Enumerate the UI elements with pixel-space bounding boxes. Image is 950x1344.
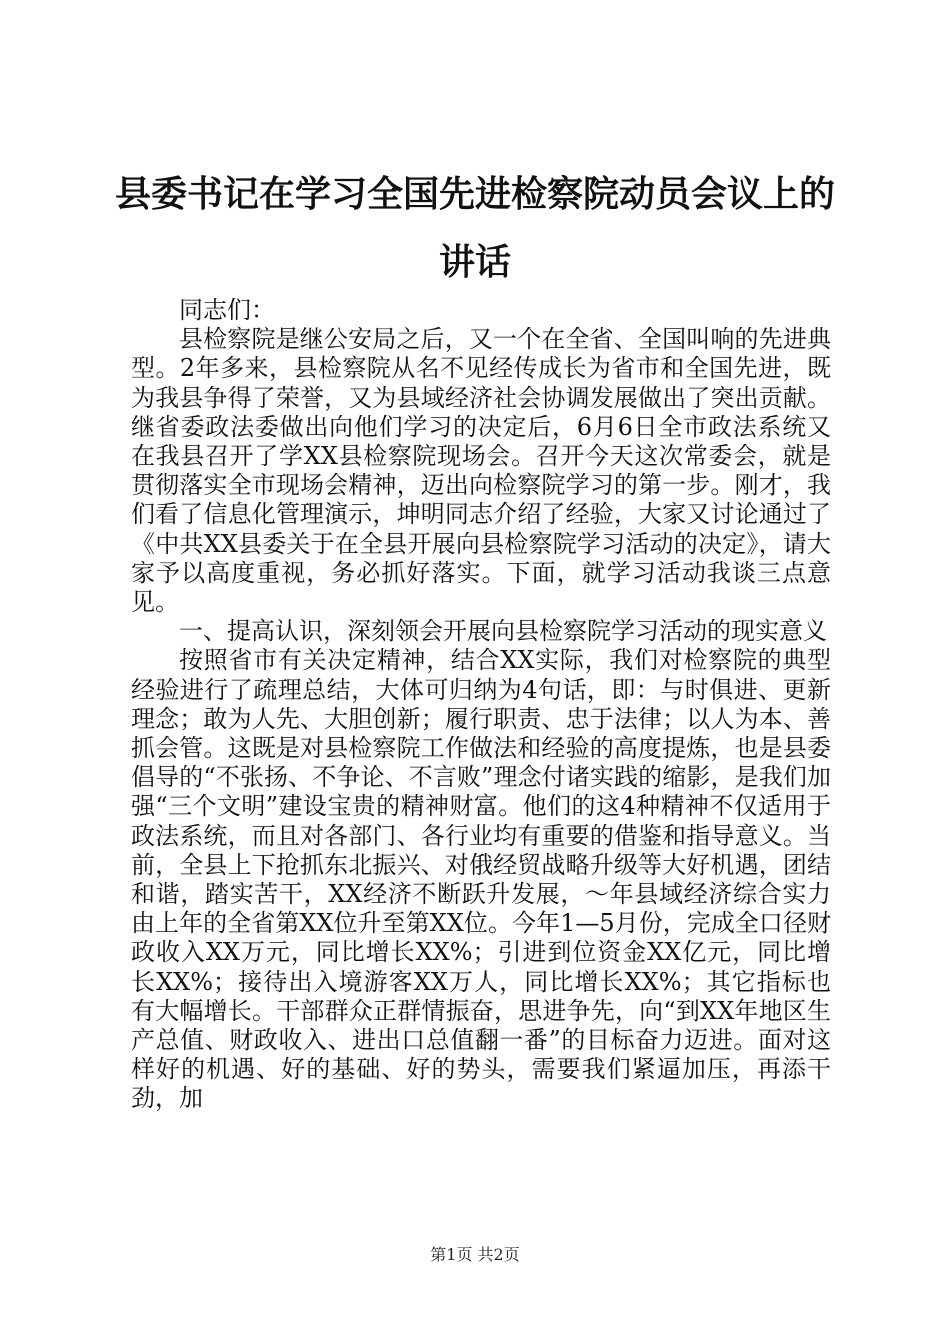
salutation: 同志们： — [179, 296, 275, 324]
document-title: 县委书记在学习全国先进检察院动员会议上的讲话 — [114, 173, 835, 283]
paragraph-intro: 县检察院是继公安局之后，又一个在全省、全国叫响的先进典型。2年多来，县检察院从名不见经传成长为省市和全国先进，既为我县争得了荣誉，又为县域经济社会协调发展做出了突出贡献。继省委政法委做出向他们学习的决定后，6月6日全市政法系统又在我县召开了学XX县检察院现场会。召开今天这次常委会，就是贯彻落实全市现场会精神，迈出向检察院学习的第一步。刚才，我们看了信息化管理演示，坤明同志介绍了经验，大家又讨论通过了《中共XX县委关于在全县开展向县检察院学习活动的决定》，请大家予以高度重视，务必抓好落实。下面，就学习活动我谈三点意见。 — [131, 325, 831, 617]
page-footer: 第1页 共2页 — [430, 1245, 520, 1264]
section-heading-one: 一、提高认识，深刻领会开展向县检察院学习活动的现实意义 — [179, 617, 827, 646]
document-body — [131, 296, 831, 1114]
paragraph-section-one: 按照省市有关决定精神，结合XX实际，我们对检察院的典型经验进行了疏理总结，大体可归纳为4句话，即：与时俱进、更新理念；敢为人先、大胆创新；履行职责、忠于法律；以人为本、善抓会管。这既是对县检察院工作做法和经验的高度提炼，也是县委倡导的“不张扬、不争论、不言败”理念付诸实践的缩影，是我们加强“三个文明”建设宝贵的精神财富。他们的这4种精神不仅适用于政法系统，而且对各部门、各行业均有重要的借鉴和指导意义。当前，全县上下抢抓东北振兴、对俄经贸战略升级等大好机遇，团结和谐，踏实苦干，XX经济不断跃升发展，～年县域经济综合实力由上年的全省第XX位升至第XX位。今年1—5月份，完成全口径财政收入XX万元，同比增长XX%；引进到位资金XX亿元，同比增长XX%；接待出入境游客XX万人，同比增长XX%；其它指标也有大幅增长。干部群众正群情振奋，思进争先，向“到XX年地区生产总值、财政收入、进出口总值翻一番”的目标奋力迈进。面对这样好的机遇、好的基础、好的势头，需要我们紧逼加压，再添干劲，加 — [131, 646, 831, 1113]
